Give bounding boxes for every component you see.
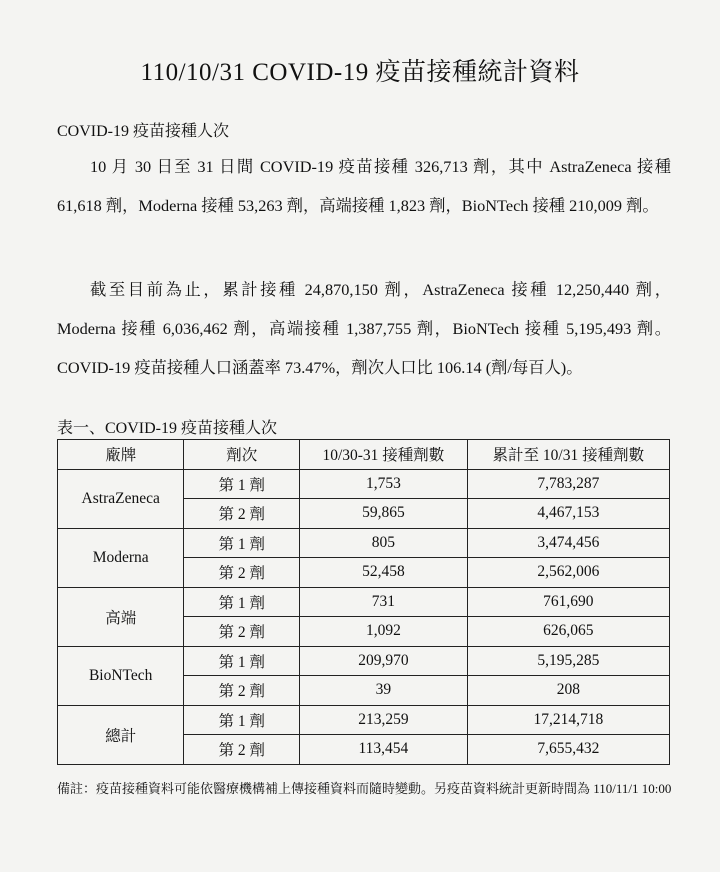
- period-cell: 52,458: [300, 558, 468, 588]
- table-row: [58, 469, 670, 499]
- cumulative-cell: 17,214,718: [467, 705, 669, 735]
- table-title: 表一、COVID-19 疫苗接種人次: [57, 420, 277, 437]
- dose-cell: 第 2 劑: [184, 558, 300, 588]
- period-cell: 113,454: [300, 735, 468, 765]
- dose-cell: 第 2 劑: [184, 617, 300, 647]
- cumulative-cell: 761,690: [467, 587, 669, 617]
- dose-cell: 第 2 劑: [184, 735, 300, 765]
- paragraph-cumulative: 截至目前為止，累計接種 24,870,150 劑，AstraZeneca 接種 12,250,440 劑，Moderna 接種 6,036,462 劑，高端接種 1,387,755 劑，BioNTech 接種 5,195,493 劑。COVID-19 疫苗接種人口涵蓋率 73.47%，劑次人口比 106.14 (劑/每百人)。: [57, 280, 671, 377]
- header-brand: 廠牌: [58, 440, 184, 470]
- period-cell: 1,753: [300, 469, 468, 499]
- dose-cell: 第 1 劑: [184, 587, 300, 617]
- dose-cell: 第 2 劑: [184, 499, 300, 529]
- footnote: 備註：疫苗接種資料可能依醫療機構補上傳接種資料而隨時變動。另疫苗資料統計更新時間為 110/11/1 10:00: [57, 781, 672, 796]
- brand-cell: 高端: [58, 587, 184, 646]
- table-row: [58, 528, 670, 558]
- brand-cell: BioNTech: [58, 646, 184, 705]
- dose-cell: 第 1 劑: [184, 646, 300, 676]
- header-period-doses: 10/30-31 接種劑數: [300, 440, 468, 470]
- dose-cell: 第 1 劑: [184, 705, 300, 735]
- brand-cell: 總計: [58, 705, 184, 764]
- table-row: [58, 705, 670, 735]
- cumulative-cell: 7,655,432: [467, 735, 669, 765]
- period-cell: 805: [300, 528, 468, 558]
- page-title: 110/10/31 COVID-19 疫苗接種統計資料: [140, 59, 580, 86]
- period-cell: 731: [300, 587, 468, 617]
- cumulative-cell: 5,195,285: [467, 646, 669, 676]
- period-cell: 59,865: [300, 499, 468, 529]
- header-cumulative-doses: 累計至 10/31 接種劑數: [467, 440, 669, 470]
- cumulative-cell: 4,467,153: [467, 499, 669, 529]
- brand-cell: AstraZeneca: [58, 469, 184, 528]
- cumulative-cell: 626,065: [467, 617, 669, 647]
- header-dose: 劑次: [184, 440, 300, 470]
- period-cell: 1,092: [300, 617, 468, 647]
- table-row: [58, 646, 670, 676]
- dose-cell: 第 2 劑: [184, 676, 300, 706]
- table-row: [58, 587, 670, 617]
- dose-cell: 第 1 劑: [184, 528, 300, 558]
- period-cell: 213,259: [300, 705, 468, 735]
- brand-cell: Moderna: [58, 528, 184, 587]
- table-header-row: [58, 440, 670, 470]
- cumulative-cell: 3,474,456: [467, 528, 669, 558]
- section-heading: COVID-19 疫苗接種人次: [57, 123, 229, 140]
- cumulative-cell: 7,783,287: [467, 469, 669, 499]
- dose-cell: 第 1 劑: [184, 469, 300, 499]
- cumulative-cell: 208: [467, 676, 669, 706]
- paragraph-daily: 10 月 30 日至 31 日間 COVID-19 疫苗接種 326,713 劑，其中 AstraZeneca 接種 61,618 劑，Moderna 接種 53,263 劑，高端接種 1,823 劑，BioNTech 接種 210,009 劑。: [57, 157, 671, 215]
- period-cell: 39: [300, 676, 468, 706]
- cumulative-cell: 2,562,006: [467, 558, 669, 588]
- vaccination-table: [57, 439, 670, 765]
- period-cell: 209,970: [300, 646, 468, 676]
